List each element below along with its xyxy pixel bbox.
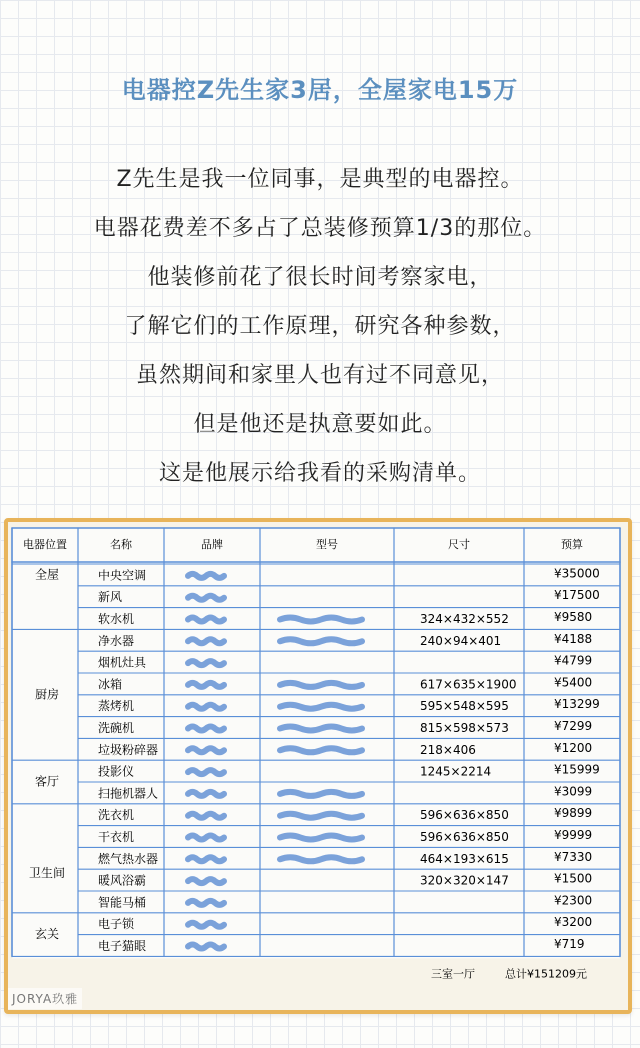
budget-value: ¥15999 [554, 762, 600, 777]
budget-value: ¥2300 [554, 893, 593, 908]
budget-value: ¥7299 [554, 719, 593, 733]
intro-line: 但是他还是执意要如此。 [193, 412, 447, 437]
appliance-name: 蒸烤机 [98, 699, 135, 714]
budget-value: ¥9899 [554, 806, 593, 821]
appliance-name: 洗衣机 [98, 808, 135, 823]
appliance-name: 软水机 [98, 612, 135, 626]
footer-total: 总计¥151209元 [505, 967, 587, 981]
appliance-name: 电子锁 [98, 917, 135, 932]
location-group-label: 全屋 [34, 567, 60, 582]
budget-value: ¥35000 [554, 566, 600, 581]
appliance-name: 暖风浴霸 [98, 873, 147, 888]
budget-value: ¥1500 [554, 871, 593, 886]
appliance-name: 烟机灶具 [98, 655, 147, 670]
location-group-label: 玄关 [34, 927, 60, 942]
dimension-value: 464×193×615 [420, 851, 509, 866]
footer-layout-label: 三室一厅 [431, 967, 475, 981]
budget-value: ¥9999 [554, 828, 593, 842]
budget-value: ¥17500 [554, 588, 600, 603]
purchase-list-table [8, 522, 628, 1010]
dimension-value: 596×636×850 [420, 830, 509, 844]
budget-value: ¥4188 [554, 631, 593, 646]
column-header: 电器位置 [23, 538, 67, 551]
dimension-value: 617×635×1900 [420, 677, 517, 692]
purchase-list-sheet [4, 518, 632, 1014]
budget-value: ¥3200 [554, 915, 593, 930]
intro-text [0, 155, 640, 498]
appliance-name: 新风 [98, 590, 123, 605]
dimension-value: 324×432×552 [420, 612, 509, 626]
location-group-label: 厨房 [34, 687, 60, 702]
dimension-value: 1245×2214 [420, 764, 492, 779]
appliance-name: 电子猫眼 [98, 939, 147, 953]
intro-line: 了解它们的工作原理，研究各种参数， [124, 314, 516, 339]
column-header: 型号 [316, 538, 338, 551]
budget-value: ¥3099 [554, 784, 593, 799]
budget-value: ¥1200 [554, 740, 593, 755]
intro-line: 电器花费差不多占了总装修预算1/3的那位。 [93, 216, 547, 241]
budget-value: ¥5400 [554, 675, 593, 690]
watermark: JORYA玖雅 [8, 988, 82, 1009]
column-header: 尺寸 [448, 538, 470, 551]
column-header: 名称 [110, 538, 132, 551]
dimension-value: 320×320×147 [420, 873, 509, 888]
dimension-value: 815×598×573 [420, 721, 509, 735]
budget-value: ¥4799 [554, 653, 593, 668]
appliance-name: 净水器 [98, 633, 135, 648]
page-title: 电器控Z先生家3居，全屋家电15万 [121, 76, 519, 104]
appliance-name: 中央空调 [98, 568, 147, 583]
dimension-value: 596×636×850 [420, 808, 509, 823]
intro-line: 虽然期间和家里人也有过不同意见， [135, 363, 504, 388]
dimension-value: 595×548×595 [420, 699, 509, 714]
budget-value: ¥9580 [554, 610, 593, 624]
appliance-name: 干衣机 [98, 830, 135, 844]
appliance-name: 投影仪 [98, 764, 135, 779]
appliance-name: 洗碗机 [98, 721, 135, 735]
appliance-name: 扫拖机器人 [98, 786, 159, 801]
intro-line: 这是他展示给我看的采购清单。 [158, 461, 481, 486]
intro-line: 他装修前花了很长时间考察家电， [147, 265, 493, 290]
dimension-value: 240×94×401 [420, 633, 502, 648]
intro-line: Z先生是我一位同事，是典型的电器控。 [116, 167, 524, 192]
appliance-name: 冰箱 [98, 677, 123, 692]
appliance-name: 燃气热水器 [98, 851, 159, 866]
column-header: 预算 [561, 538, 583, 551]
appliance-name: 垃圾粉碎器 [98, 742, 159, 757]
budget-value: ¥719 [554, 937, 585, 951]
location-group-label: 卫生间 [28, 866, 66, 881]
location-group-label: 客厅 [34, 774, 60, 789]
budget-value: ¥13299 [554, 697, 600, 712]
budget-value: ¥7330 [554, 849, 593, 864]
dimension-value: 218×406 [420, 742, 476, 757]
appliance-name: 智能马桶 [98, 895, 147, 910]
column-header: 品牌 [201, 538, 223, 551]
